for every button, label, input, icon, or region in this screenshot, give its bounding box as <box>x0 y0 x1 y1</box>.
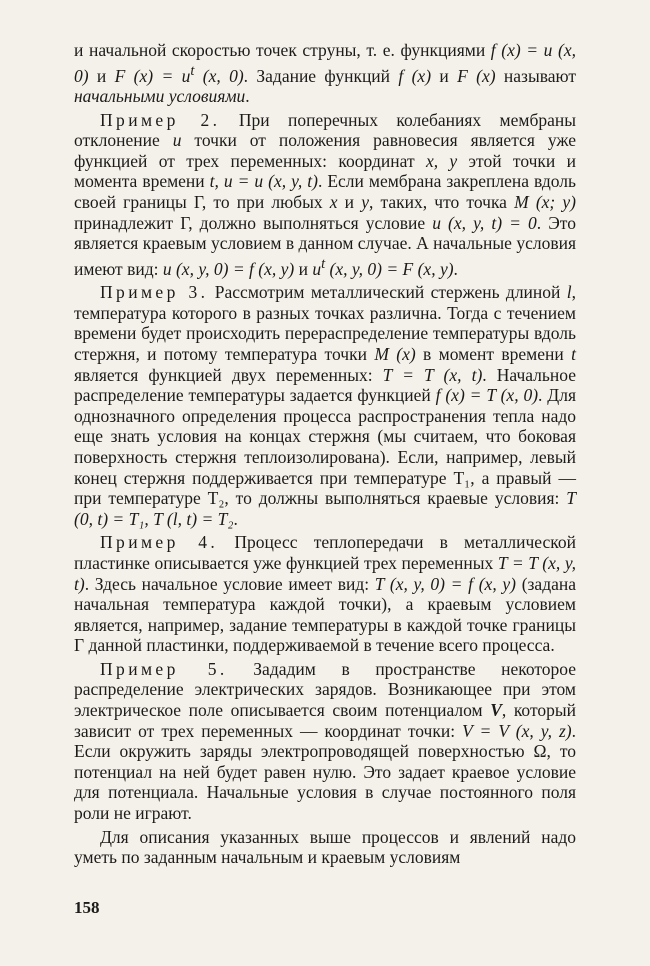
term-initial-conditions: начальными условиями <box>74 86 246 107</box>
example-label: Пример 2. <box>100 109 221 130</box>
math-expression: F (x) = u <box>114 65 191 86</box>
page-number: 158 <box>74 898 100 917</box>
example-label: Пример 3. <box>100 282 209 303</box>
paragraph-intro: и начальной скоростью точек струны, т. е. функциями f (x) = u (x, 0) и F $(x) = u^t$ (x, 0). Задание функций f (x) и F (x) называют начальными условиями. <box>74 40 576 107</box>
paragraph-example-3: Пример 3. Рассмотрим металлический стержень длиной l, температура которого в разных точках различна. Тогда с течением времени будет происходить перераспределение температуры вдоль стержня, и потому температура точки M (x) в момент времени t является функцией двух переменных: T = T (x, t). Начальное распределение температуры задается функцией f (x) = T (x, 0). Для однозначного определения процесса распространения тепла надо еще знать условия на концах стержня (мы считаем, что боковая поверхность стержня теплоизолирована). Если, например, левый конец стержня поддерживается при температуре T₁, а правый — при температуре T₂, то должны выполняться краевые условия: T (0, t) = T₁, T (l, t) = T₂. <box>74 282 576 529</box>
paragraph-conclusion: Для описания указанных выше процессов и явлений надо уметь по заданным начальным и краевым условиям <box>74 826 576 868</box>
paragraph-example-4: Пример 4. Процесс теплопередачи в металлической пластинке описывается уже функцией трех переменных T = T (x, y, t). Здесь начальное условие имеет вид: T (x, y, 0) = f (x, y) (задана начальная температура каждой точки), а краевым условием является, например, задание температуры в каждой точке границы Γ данной пластинки, поддерживаемой в течение всего процесса. <box>74 532 577 656</box>
example-label: Пример 4. <box>100 532 219 553</box>
example-label: Пример 5. <box>100 658 228 679</box>
paragraph-example-5: Пример 5. Зададим в пространстве некоторое распределение электрических зарядов. Возникающее при этом электрическое поле описывается своим потенциалом V, который зависит от трех переменных — координат точки: V = V (x, y, z). Если окружить заряды электропроводящей поверхностью Ω, то потенциал на ней будет равен нулю. Это задает краевое условие для потенциала. Начальные условия в случае постоянного поля роли не играют. <box>74 658 577 824</box>
paragraph-example-2: Пример 2. При поперечных колебаниях мембраны отклонение u точки от положения равновесия является уже функцией от трех переменных: координат x, y этой точки и момента времени t, u = u (x, y, t). Если мембрана закреплена вдоль своей границы Γ, то при любых x и y, таких, что точка M (x; y) принадлежит Γ, должно выполняться условие u (x, y, t) = 0. Это является краевым условием в данном случае. А начальные условия имеют вид: u (x, y, 0) = f (x, y) и $u^t$ (x, y, 0) = F (x, y). <box>74 109 577 279</box>
math-expression: f (x) = u (x, 0) <box>74 40 576 86</box>
